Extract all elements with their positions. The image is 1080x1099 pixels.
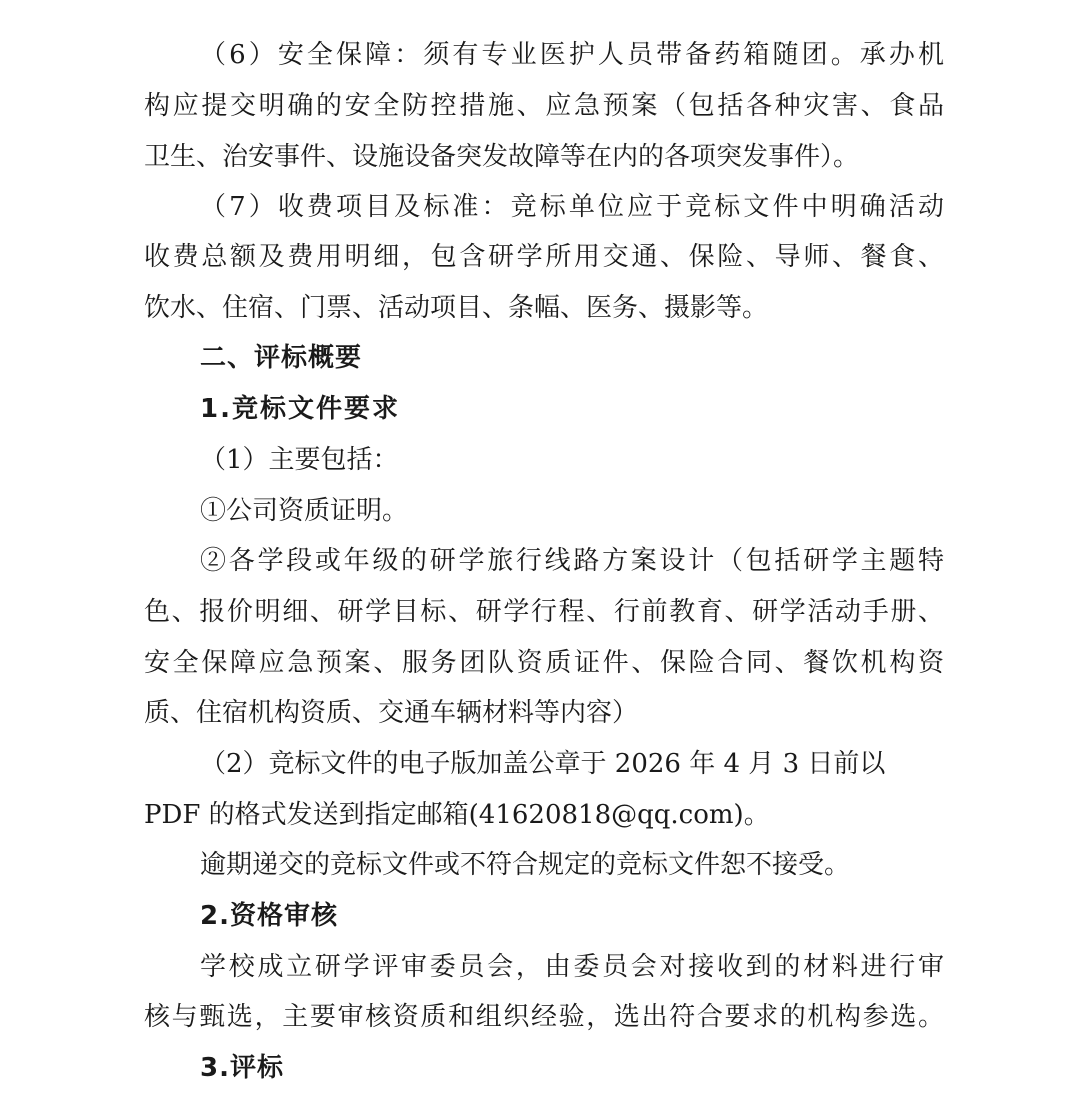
- p6-line-2: 构应提交明确的安全防控措施、应急预案（包括各种灾害、食品: [144, 91, 944, 121]
- p6-line-3: 卫生、治安事件、设施设备突发故障等在内的各项突发事件）。: [144, 142, 860, 172]
- subsection-1-title: 1.竞标文件要求: [200, 394, 400, 424]
- s1-item-2-line-1: （2）竞标文件的电子版加盖公章于 2026 年 4 月 3 日前以: [200, 749, 886, 779]
- subsection-3-title: 3.评标: [200, 1053, 284, 1083]
- s1-item-2-line-2: PDF 的格式发送到指定邮箱(41620818@qq.com)。: [144, 800, 770, 830]
- p7-line-2: 收费总额及费用明细，包含研学所用交通、保险、导师、餐食、: [144, 242, 944, 272]
- s1-note: 逾期递交的竞标文件或不符合规定的竞标文件恕不接受。: [200, 850, 851, 880]
- subsection-2-title: 2.资格审核: [200, 901, 338, 931]
- s1-item-1: （1）主要包括：: [200, 445, 399, 475]
- s2-body-line-2: 核与甄选，主要审核资质和组织经验，选出符合要求的机构参选。: [144, 1002, 944, 1032]
- p7-line-3: 饮水、住宿、门票、活动项目、条幅、医务、摄影等。: [144, 293, 769, 323]
- p6-line-1: （6）安全保障：须有专业医护人员带备药箱随团。承办机: [200, 40, 944, 70]
- p7-line-1: （7）收费项目及标准：竞标单位应于竞标文件中明确活动: [200, 192, 944, 222]
- s1-item-1-a: ①公司资质证明。: [200, 496, 409, 526]
- section-2-title: 二、评标概要: [200, 343, 363, 373]
- s1-item-1-b-line-1: ②各学段或年级的研学旅行线路方案设计（包括研学主题特: [200, 546, 944, 576]
- s1-item-1-b-line-2: 色、报价明细、研学目标、研学行程、行前教育、研学活动手册、: [144, 597, 944, 627]
- s1-item-1-b-line-4: 质、住宿机构资质、交通车辆材料等内容）: [144, 698, 639, 728]
- s1-item-1-b-line-3: 安全保障应急预案、服务团队资质证件、保险合同、餐饮机构资: [144, 648, 944, 678]
- s2-body-line-1: 学校成立研学评审委员会，由委员会对接收到的材料进行审: [200, 952, 944, 982]
